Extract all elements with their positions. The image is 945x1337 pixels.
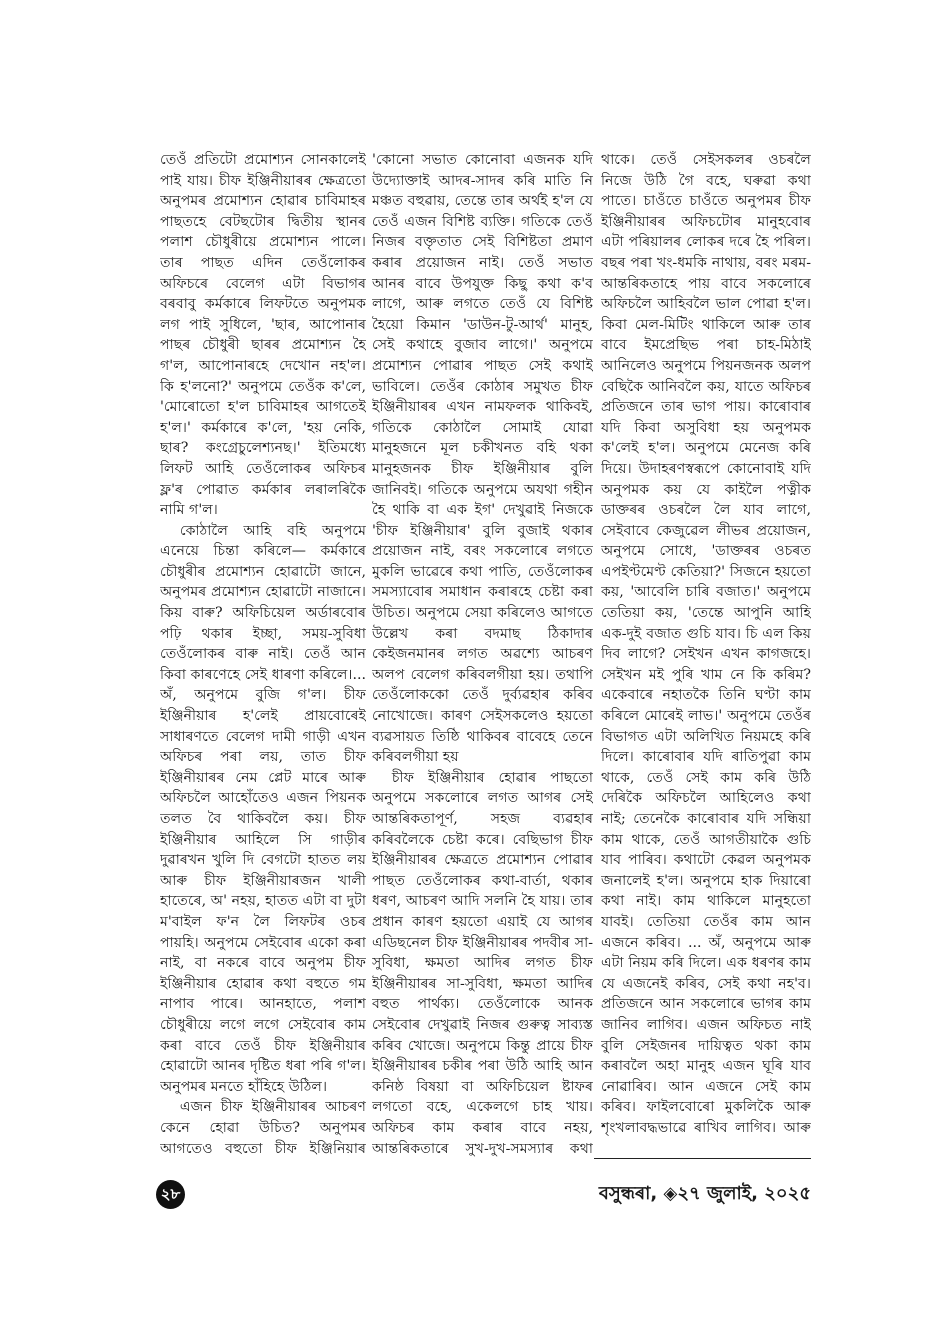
article-column-1 — [160, 150, 366, 1160]
paragraph: কোঠালৈ আহি বহি অনুপমে এনেয়ে চিন্তা কৰিলে— কৰ্মকাৰে চৌধুৰীৰ প্ৰমোশ্যন হোৱাটো জানে, অনুপমৰ প্ৰমোশ্যন হোৱাটো নাজানে। কিয় বাৰু? অফিচিয়েল অৰ্ডাৰবোৰ পঢ়ি থকাৰ ইচ্ছা, সময়-সুবিধা তেওঁলোকৰ বাৰু নাই। তেওঁ আন কিবা কাৰণেহে সেই ধাৰণা কৰিলে।... অঁ, অনুপমে বুজি গ'ল। চীফ ইঞ্জিনীয়াৰ হ'লেই প্ৰায়বোৰেই সাধাৰণতে বেলেগ দামী গাড়ী এখন অফিচৰ পৰা লয়, তাত চীফ ইঞ্জিনীয়াৰৰ নেম প্লেট মাৰে আৰু অফিচলৈ আহোঁতেও এজন পিয়নক তলত বৈ থাকিবলৈ কয়। চীফ ইঞ্জিনীয়াৰ আহিলে সি গাড়ীৰ দুৱাৰখন খুলি দি বেগটো হাতত লয় আৰু চীফ ইঞ্জিনীয়াৰজন খালী হাতেৰে, অ' নহয়, হাতত এটা বা দুটা ম'বাইল ফ'ন লৈ লিফটৰ ওচৰ পায়হি। অনুপমে সেইবোৰ একো কৰা নাই, বা নকৰে বাবে অনুপম চীফ ইঞ্জিনীয়াৰ হোৱাৰ কথা বহুতে গম নাপাব পাৰে। আনহাতে, পলাশ চৌধুৰীয়ে লগে লগে সেইবোৰ কাম কৰা বাবে তেওঁ চীফ ইঞ্জিনীয়াৰ হোৱাটো আনৰ দৃষ্টিত ধৰা পৰি গ'ল। অনুপমৰ মনতে হাঁহিহে উঠিল। — [160, 522, 366, 1095]
paragraph: থাকে। তেওঁ সেইসকলৰ ওচৰলৈ নিজে উঠি গৈ বহে, ঘৰুৱা কথা পাতে। চাওঁতে চাওঁতে অনুপমৰ চীফ ইঞ্জিনীয়াৰৰ অফিচটোৰ মানুহবোৰ এটা পৰিয়ালৰ লোকৰ দৰে হৈ পৰিল। বছৰ পৰা খং-ধমকি নাথায়, বৰং মৰম-আন্তৰিকতাহে পায় বাবে সকলোৰে অফিচলৈ আহিবলৈ ভাল পোৱা হ'ল। কিবা মেল-মিটিং থাকিলে আৰু তাৰ বাবে ইমপ্ৰেছিভ পৰা চাহ-মিঠাই আনিলেও অনুপমে পিয়নজনক অলপ বেছিকৈ আনিবলৈ কয়, যাতে অফিচৰ প্ৰতিজনে তাৰ ভাগ পায়। কাৰোবাৰ যদি কিবা অসুবিধা হয় অনুপমক ক'লেই হ'ল। অনুপমে মেনেজ কৰি দিয়ে। উদাহৰণস্বৰূপে কোনোবাই যদি অনুপমক কয় যে কাইলৈ পত্নীক ডাক্তৰৰ ওচৰলৈ লৈ যাব লাগে, সেইবাবে কেজুৱেল লীভৰ প্ৰয়োজন, অনুপমে সোধে, 'ডাক্তৰৰ ওচৰত এপইণ্টমেণ্ট কেতিয়া?' সিজনে হয়তো কয়, 'আবেলি চাৰি বজাত।' অনুপমে তেতিয়া কয়, 'তেন্তে আপুনি আহি এক-দুই বজাত গুচি যাব। চি এল কিয় দিব লাগে? সেইখন এখন কাগজহে। সেইখন মই পুৰি খাম নে কি কৰিম? একেবাৰে নহাতকৈ তিনি ঘণ্টা কাম কৰিলে মোৰেই লাভ।' অনুপমে তেওঁৰ বিভাগত এটা অলিখিত নিয়মহে কৰি দিলে। কাৰোবাৰ যদি ৰাতিপুৱা কাম থাকে, তেওঁ সেই কাম কৰি উঠি দেৰিকৈ অফিচলৈ আহিলেও কথা নাই; তেনেকৈ কাৰোবাৰ যদি সন্ধিয়া কাম থাকে, তেওঁ আগতীয়াকৈ গুচি যাব পাৰিব। কথাটো কেৱল অনুপমক জনালেই হ'ল। অনুপমে হাক দিয়াৰো কথা নাই। কাম থাকিলে মানুহতো যাবই। তেতিয়া তেওঁৰ কাম আন এজনে কৰিব। ... অঁ, অনুপমে আৰু এটা নিয়ম কৰি দিলে। এক ধৰণৰ কাম যে এজনেই কৰিব, সেই কথা নহ'ব। প্ৰতিজনে আন সকলোৰে ভাগৰ কাম জানিব লাগিব। এজন অফিচত নাই বুলি সেইজনৰ দায়িত্বত থকা কাম কৰাবলৈ অহা মানুহ এজন ঘূৰি যাব নোৱাৰিব। আন এজনে সেই কাম কৰিব। ফাইলবোৰো মুকলিকৈ আৰু শৃংখলাবদ্ধভাৱে ৰাখিব লাগিব। আৰু — [601, 152, 811, 1136]
paragraph: তেওঁ প্ৰতিটো প্ৰমোশ্যন সোনকালেই পাই যায়। চীফ ইঞ্জিনীয়াৰৰ ক্ষেত্ৰতো অনুপমৰ প্ৰমোশ্যন হোৱাৰ চাবিমাহৰ পাছতহে বেটছটোৰ দ্বিতীয় স্থানৰ পলাশ চৌধুৰীয়ে প্ৰমোশ্যন পালে। তাৰ পাছত এদিন তেওঁলোকৰ অফিচৰে বেলেগ এটা বিভাগৰ বৰবাবু কৰ্মকাৰে লিফটতে অনুপমক লগ পাই সুধিলে, 'ছাৰ, আপোনাৰ পাছৰ চৌধুৰী ছাৰৰ প্ৰমোশ্যন হৈ গ'ল, আপোনাৰহে দেখোন নহ'ল। কি হ'লনো?' অনুপমে তেওঁক ক'লে, 'মোৰোতো হ'ল চাবিমাহৰ আগতেই হ'ল।' কৰ্মকাৰে ক'লে, 'হয় নেকি, ছাৰ? কংগ্ৰেচুলেশ্যনছ।' ইতিমধ্যে লিফট আহি তেওঁলোকৰ অফিচৰ ফ্ল'ৰ পোৱাত কৰ্মকাৰ লৰালৰিকৈ নামি গ'ল। — [160, 152, 366, 519]
article-column-3 — [601, 150, 811, 1140]
footer-magazine-date: বসুন্ধৰা, ◈২৭ জুলাই, ২০২৫ — [598, 1183, 811, 1204]
paragraph: 'কোনো সভাত কোনোবা এজনক যদি উদ্যোক্তাই আদৰ-সাদৰ কৰি মাতি নি মঞ্চত বহুৱায়, তেন্তে তাৰ অৰ্থই হ'ল যে তেওঁ এজন বিশিষ্ট ব্যক্তি। গতিকে তেওঁ নিজৰ বক্তৃতাত সেই বিশিষ্টতা প্ৰমাণ কৰাৰ প্ৰয়োজন নাই। তেওঁ সভাত আনৰ বাবে উপযুক্ত কিছু কথা ক'ব লাগে, আৰু লগতে তেওঁ যে বিশিষ্ট হৈয়ো কিমান 'ডাউন-টু-আৰ্থ' মানুহ, সেই কথাহে বুজাব লাগে।' অনুপমে প্ৰমোশ্যন পোৱাৰ পাছত সেই কথাই ভাবিলে। তেওঁৰ কোঠাৰ সমুখত চীফ ইঞ্জিনীয়াৰৰ এখন নামফলক থাকিবই, গতিকে কোঠালৈ সোমাই যোৱা মানুহজনে মূল চকীখনত বহি থকা মানুহজনক চীফ ইঞ্জিনীয়াৰ বুলি জানিবই। গতিকে অনুপমে অযথা গহীন হৈ থাকি বা এক ইগ' দেখুৱাই নিজকে 'চীফ ইঞ্জিনীয়াৰ' বুলি বুজাই থকাৰ প্ৰয়োজন নাই, বৰং সকলোৰে লগতে মুকলি ভাৱেৰে কথা পাতি, তেওঁলোকৰ সমস্যাবোৰ সমাধান কৰাৰহে চেষ্টা কৰা উচিত। অনুপমে সেয়া কৰিলেও আগতে উল্লেখ কৰা বদমাছ ঠিকাদাৰ কেইজনমানৰ লগত অৱশ্যে আচৰণ অলপ বেলেগ কৰিবলগীয়া হয়। তথাপি তেওঁলোককো তেওঁ দুৰ্ব্যৱহাৰ কৰিব নোখোজে। কাৰণ সেইসকলেও হয়তো ব্যৱসায়ত তিষ্ঠি থাকিবৰ বাবেহে তেনে কৰিবলগীয়া হয় — [372, 152, 593, 766]
paragraph: এজন চীফ ইঞ্জিনীয়াৰৰ আচৰণ কেনে হোৱা উচিত? অনুপমৰ আগতেও বহুতো চীফ ইঞ্জিনিয়াৰ — [160, 1099, 366, 1157]
footer-rule — [594, 1158, 811, 1159]
article-column-2 — [372, 150, 593, 1160]
paragraph: চীফ ইঞ্জিনীয়াৰ হোৱাৰ পাছতো অনুপমে সকলোৰে লগত আগৰ সেই আন্তৰিকতাপূৰ্ণ, সহজ ব্যৱহাৰ কৰিবলৈকে চেষ্টা কৰে। বেছিভাগ চীফ ইঞ্জিনীয়াৰৰ ক্ষেত্ৰতে প্ৰমোশ্যন পোৱাৰ পাছত তেওঁলোকৰ কথা-বাৰ্তা, থকাৰ ধৰণ, আচৰণ আদি সলনি হৈ যায়। তাৰ প্ৰধান কাৰণ হয়তো এয়াই যে আগৰ এডিছনেল চীফ ইঞ্জিনীয়াৰৰ পদবীৰ সা-সুবিধা, ক্ষমতা আদিৰ লগত চীফ ইঞ্জিনীয়াৰৰ সা-সুবিধা, ক্ষমতা আদিৰ বহুত পাৰ্থক্য। তেওঁলোকে আনক সেইবোৰ দেখুৱাই নিজৰ গুৰুত্ব সাব্যস্ত কৰিব খোজে। অনুপমে কিন্তু প্ৰায়ে চীফ ইঞ্জিনীয়াৰৰ চকীৰ পৰা উঠি আহি আন কনিষ্ঠ বিষয়া বা অফিচিয়েল ষ্টাফৰ লগতো বহে, একেলগে চাহ খায়। অফিচৰ কাম কৰাৰ বাবে নহয়, আন্তৰিকতাৰে সুখ-দুখ-সমস্যাৰ কথা — [372, 769, 593, 1157]
page-number: ২৮ — [156, 1180, 185, 1209]
